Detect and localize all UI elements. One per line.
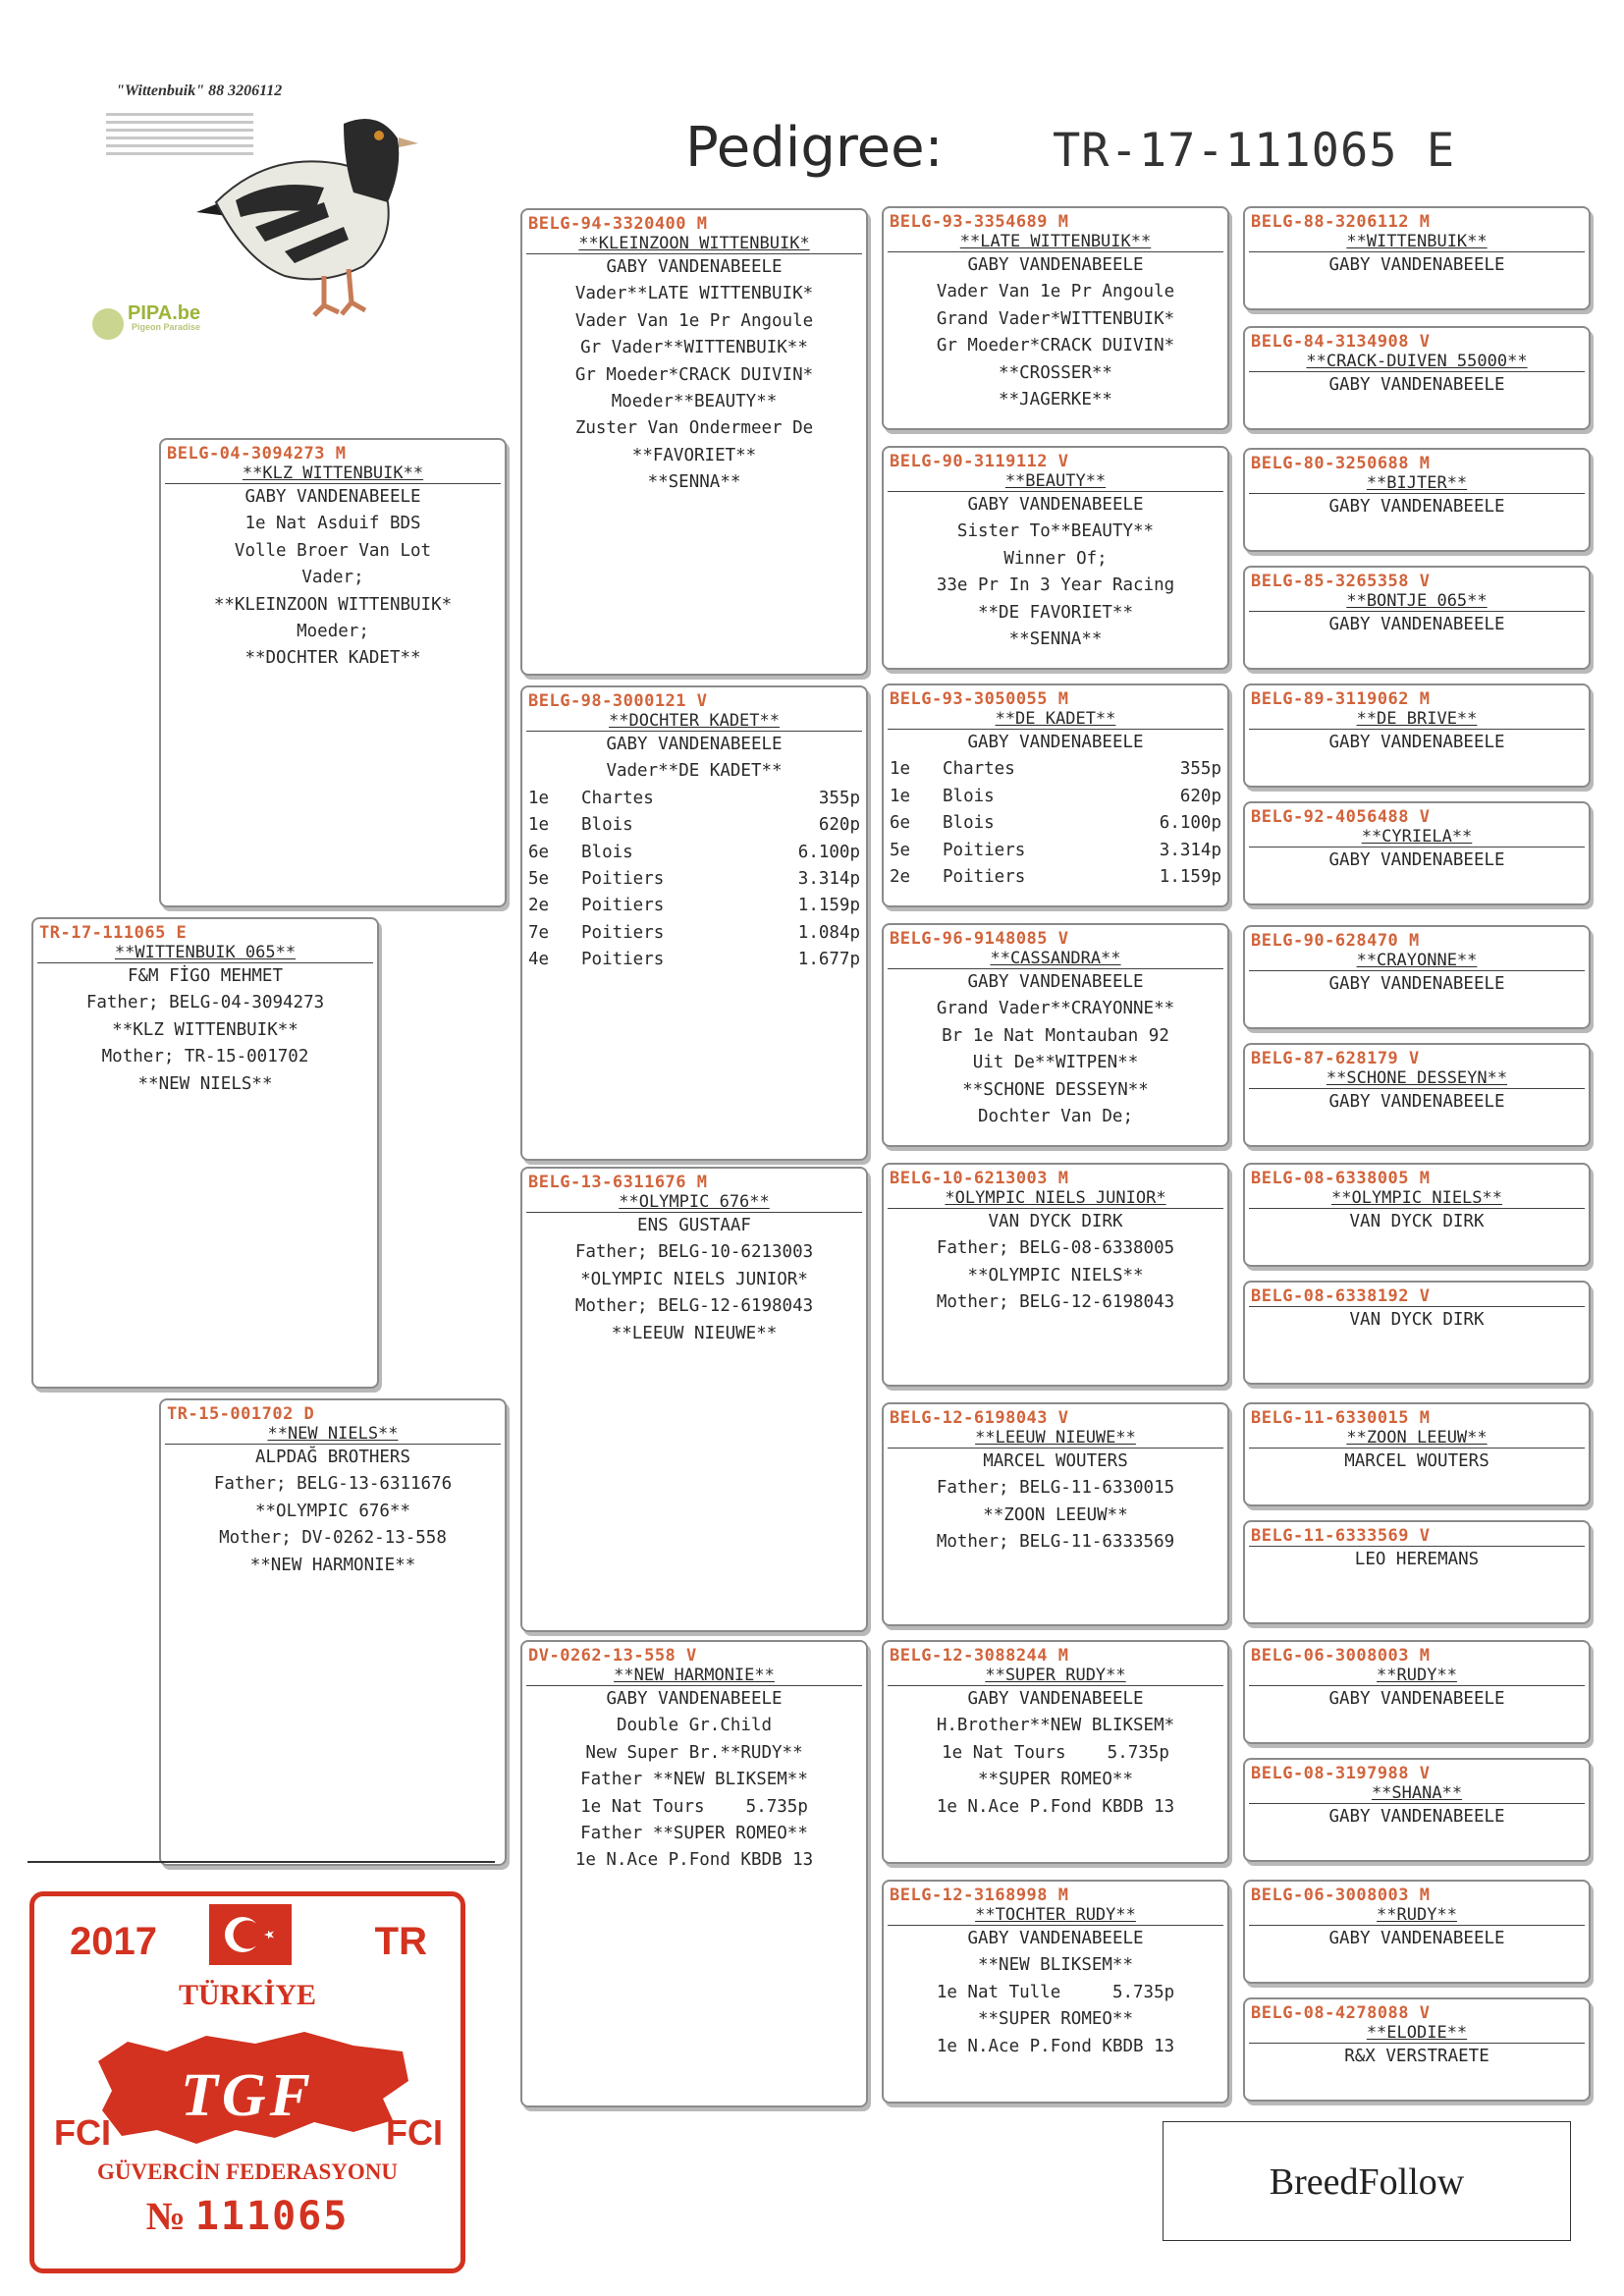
race-place: 1e	[890, 786, 911, 806]
pedigree-line: GABY VANDENABEELE	[1328, 497, 1505, 517]
pedigree-box-g2	[882, 446, 1229, 670]
race-prize: 3.314p	[1159, 840, 1221, 860]
race-result-row	[890, 864, 1221, 891]
race-place: 5e	[528, 869, 550, 890]
race-prize: 6.100p	[1159, 813, 1221, 834]
race-name: Chartes	[581, 788, 654, 808]
turkish-flag-icon	[209, 1904, 292, 1965]
race-prize: 3.314p	[797, 869, 860, 890]
pedigree-box-h12	[1243, 1520, 1591, 1624]
pedigree-line: **ZOON LEEUW**	[983, 1504, 1128, 1525]
stamp-fci-right: FCI	[386, 2112, 443, 2153]
pedigree-line: Mother; BELG-12-6198043	[574, 1296, 814, 1317]
pedigree-line: **CROSSER**	[999, 362, 1112, 383]
pedigree-line: VAN DYCK DIRK	[1349, 1212, 1485, 1231]
pedigree-line: ALPDAĞ BROTHERS	[254, 1448, 411, 1467]
pedigree-line: GABY VANDENABEELE	[967, 495, 1144, 515]
pedigree-line: R&X VERSTRAETE	[1344, 2047, 1489, 2066]
pedigree-line: GABY VANDENABEELE	[1328, 1689, 1505, 1709]
pedigree-box-dam	[159, 1398, 507, 1866]
ring-number: BELG-80-3250688 M	[1251, 454, 1431, 473]
pedigree-box-h3	[1243, 448, 1591, 552]
pedigree-line: Gr Vader**WITTENBUIK**	[580, 338, 808, 358]
race-name: Poitiers	[943, 840, 1026, 860]
pedigree-line: Zuster Van Ondermeer De	[574, 418, 814, 439]
pedigree-line: Father **SUPER ROMEO**	[580, 1824, 808, 1844]
pedigree-ring-number: TR-17-111065 E	[1053, 124, 1456, 178]
pigeon-name: **CYRIELA**	[1361, 827, 1473, 847]
pedigree-line: Vader**DE KADET**	[606, 761, 783, 782]
race-prize: 1.159p	[797, 896, 860, 916]
race-place: 1e	[528, 815, 550, 836]
pigeon-name: **RUDY**	[1377, 1905, 1457, 1925]
race-place: 4e	[528, 950, 550, 970]
pedigree-line: Mother; BELG-12-6198043	[936, 1292, 1175, 1313]
race-prize: 355p	[818, 788, 860, 808]
pedigree-box-g5	[882, 1163, 1229, 1387]
pigeon-name: **RUDY**	[1377, 1666, 1457, 1685]
pedigree-line: **NEW HARMONIE**	[249, 1555, 416, 1575]
pedigree-box-g6	[882, 1402, 1229, 1626]
pedigree-box-h13	[1243, 1640, 1591, 1744]
stamp-number: № 111065	[145, 2194, 350, 2239]
pedigree-box-h9	[1243, 1163, 1591, 1267]
pigeon-name: **SUPER RUDY**	[985, 1666, 1126, 1685]
pedigree-line: GABY VANDENABEELE	[244, 487, 421, 507]
pedigree-line: **NEW NIELS**	[137, 1073, 273, 1094]
pigeon-name: **BONTJE 065**	[1346, 591, 1488, 611]
pedigree-box-h1	[1243, 206, 1591, 310]
pedigree-line: **SCHONE DESSEYN**	[962, 1079, 1149, 1100]
race-prize: 6.100p	[797, 842, 860, 862]
pigeon-name: **ELODIE**	[1366, 2023, 1468, 2043]
pedigree-line: Vader**LATE WITTENBUIK*	[574, 284, 814, 304]
pigeon-name: **KLEINZOON WITTENBUIK*	[578, 234, 810, 253]
pedigree-line: Vader Van 1e Pr Angoule	[574, 310, 814, 331]
pigeon-name: **BEAUTY**	[1004, 471, 1107, 491]
pedigree-line: Volle Broer Van Lot	[234, 540, 432, 561]
ring-number: BELG-08-3197988 V	[1251, 1764, 1431, 1783]
ring-number: BELG-85-3265358 V	[1251, 572, 1431, 591]
race-place: 5e	[890, 840, 911, 860]
race-result-row	[890, 810, 1221, 837]
pedigree-line: **SENNA**	[1008, 629, 1103, 650]
ring-number: BELG-11-6333569 V	[1251, 1526, 1431, 1546]
pedigree-line: GABY VANDENABEELE	[1328, 615, 1505, 634]
pedigree-line: Winner Of;	[1003, 548, 1108, 569]
ring-number: TR-17-111065 E	[39, 923, 188, 943]
race-name: Blois	[943, 813, 995, 834]
pedigree-line: Mother; BELG-11-6333569	[936, 1532, 1175, 1553]
pedigree-line: New Super Br.**RUDY**	[585, 1742, 803, 1763]
pedigree-line: Gr Moeder*CRACK DUIVIN*	[574, 364, 814, 385]
ring-number: BELG-11-6330015 M	[1251, 1408, 1431, 1428]
race-name: Blois	[581, 815, 633, 836]
pedigree-line: Double Gr.Child	[616, 1716, 773, 1736]
pedigree-box-h14	[1243, 1758, 1591, 1862]
race-result-row	[528, 893, 860, 919]
pedigree-line: H.Brother**NEW BLIKSEM*	[936, 1716, 1175, 1736]
pedigree-line: GABY VANDENABEELE	[1328, 375, 1505, 395]
pedigree-line: GABY VANDENABEELE	[967, 1929, 1144, 1948]
pedigree-box-h6	[1243, 801, 1591, 905]
pedigree-line: MARCEL WOUTERS	[1344, 1451, 1489, 1471]
photo-caption: "Wittenbuik" 88 3206112	[116, 82, 283, 99]
pedigree-box-h10	[1243, 1281, 1591, 1385]
ring-number: BELG-88-3206112 M	[1251, 212, 1431, 232]
stamp-federation: GÜVERCİN FEDERASYONU	[96, 2159, 399, 2184]
pedigree-line: 1e Nat Asduif BDS	[244, 514, 421, 534]
pedigree-line: **DOCHTER KADET**	[244, 648, 421, 669]
ring-number: BELG-06-3008003 M	[1251, 1646, 1431, 1666]
pedigree-line: Father; BELG-10-6213003	[574, 1242, 814, 1263]
stamp-year: 2017	[70, 1920, 157, 1963]
pedigree-line: MARCEL WOUTERS	[983, 1451, 1128, 1471]
pedigree-box-subject	[31, 917, 379, 1389]
ring-number: BELG-90-3119112 V	[890, 452, 1069, 471]
pigeon-name: **KLZ WITTENBUIK**	[242, 464, 424, 483]
pedigree-line: GABY VANDENABEELE	[1328, 974, 1505, 994]
pedigree-line: GABY VANDENABEELE	[606, 735, 783, 754]
race-result-row	[528, 812, 860, 839]
race-prize: 620p	[1179, 786, 1221, 806]
pedigree-line: **LEEUW NIEUWE**	[611, 1323, 778, 1343]
pedigree-box-ds	[520, 1167, 868, 1632]
pedigree-box-g1	[882, 206, 1229, 430]
pedigree-line: GABY VANDENABEELE	[967, 1689, 1144, 1709]
ring-number: BELG-12-3168998 M	[890, 1886, 1069, 1905]
race-place: 2e	[528, 896, 550, 916]
pigeon-name: **NEW NIELS**	[267, 1424, 399, 1444]
race-result-row	[528, 920, 860, 947]
ring-number: BELG-04-3094273 M	[167, 444, 347, 464]
stamp-acronym: TGF	[181, 2062, 314, 2129]
pigeon-name: **SCHONE DESSEYN**	[1326, 1068, 1508, 1088]
pedigree-box-ss	[520, 208, 868, 676]
pedigree-line: 1e N.Ace P.Fond KBDB 13	[574, 1850, 814, 1871]
pedigree-line: 1e N.Ace P.Fond KBDB 13	[936, 2036, 1175, 2056]
ring-number: DV-0262-13-558 V	[528, 1646, 697, 1666]
ring-number: BELG-93-3050055 M	[890, 689, 1069, 709]
pedigree-line: Gr Moeder*CRACK DUIVIN*	[936, 336, 1175, 356]
pedigree-line: 33e Pr In 3 Year Racing	[936, 575, 1175, 596]
pedigree-line: GABY VANDENABEELE	[606, 257, 783, 277]
race-prize: 1.084p	[797, 922, 860, 943]
ring-number: BELG-89-3119062 M	[1251, 689, 1431, 709]
pedigree-box-g7	[882, 1640, 1229, 1864]
pipa-logo: PIPA.be Pigeon Paradise	[128, 302, 201, 332]
race-place: 7e	[528, 922, 550, 943]
pedigree-line: Mother; TR-15-001702	[101, 1047, 309, 1067]
ring-number: BELG-08-4278088 V	[1251, 2003, 1431, 2023]
pedigree-line: 1e Nat Tours 5.735p	[942, 1742, 1169, 1763]
pedigree-line: GABY VANDENABEELE	[1328, 1807, 1505, 1827]
race-name: Poitiers	[581, 869, 665, 890]
pedigree-box-sd	[520, 685, 868, 1161]
race-results	[884, 756, 1227, 891]
pedigree-line: Uit De**WITPEN**	[972, 1053, 1139, 1073]
pedigree-line: GABY VANDENABEELE	[967, 733, 1144, 752]
race-place: 1e	[890, 759, 911, 780]
pedigree-line: Mother; DV-0262-13-558	[219, 1528, 447, 1549]
pigeon-name: **OLYMPIC 676**	[619, 1192, 770, 1212]
page-title: Pedigree:	[685, 116, 944, 180]
pedigree-line: Vader Van 1e Pr Angoule	[936, 282, 1175, 302]
race-result-row	[528, 786, 860, 812]
ring-number: BELG-92-4056488 V	[1251, 807, 1431, 827]
pigeon-name: **ZOON LEEUW**	[1346, 1428, 1488, 1448]
ring-number: BELG-93-3354689 M	[890, 212, 1069, 232]
pedigree-box-g3	[882, 683, 1229, 907]
stamp-country-code: TR	[374, 1920, 427, 1963]
pedigree-box-dd	[520, 1640, 868, 2107]
pedigree-line: *OLYMPIC NIELS JUNIOR*	[580, 1269, 808, 1289]
pedigree-line: **KLZ WITTENBUIK**	[112, 1019, 298, 1040]
pedigree-line: **SENNA**	[647, 472, 741, 493]
race-prize: 1.159p	[1159, 867, 1221, 888]
pedigree-box-h2	[1243, 326, 1591, 430]
pedigree-box-h5	[1243, 683, 1591, 788]
pigeon-name: **BIJTER**	[1366, 473, 1468, 493]
pedigree-line: **JAGERKE**	[999, 390, 1112, 410]
pigeon-name: **WITTENBUIK**	[1346, 232, 1488, 251]
pigeon-name: **DOCHTER KADET**	[609, 711, 780, 731]
pedigree-line: ENS GUSTAAF	[637, 1216, 751, 1235]
pedigree-box-h4	[1243, 566, 1591, 670]
ring-number: BELG-96-9148085 V	[890, 929, 1069, 949]
race-results	[522, 786, 866, 974]
pedigree-line: Moeder**BEAUTY**	[611, 392, 778, 412]
pedigree-line: VAN DYCK DIRK	[988, 1212, 1123, 1231]
pedigree-line: Sister To**BEAUTY**	[956, 521, 1155, 542]
pedigree-line: **DE FAVORIET**	[977, 602, 1134, 623]
ring-number: BELG-06-3008003 M	[1251, 1886, 1431, 1905]
race-name: Blois	[581, 842, 633, 862]
pedigree-line: Father; BELG-08-6338005	[936, 1238, 1175, 1259]
pedigree-line: Dochter Van De;	[977, 1107, 1134, 1127]
ring-number: BELG-94-3320400 M	[528, 214, 708, 234]
ring-number: BELG-87-628179 V	[1251, 1049, 1420, 1068]
pedigree-line: Father; BELG-11-6330015	[936, 1478, 1175, 1499]
race-name: Blois	[943, 786, 995, 806]
pedigree-line: Father; BELG-04-3094273	[85, 993, 325, 1013]
race-place: 1e	[528, 788, 550, 808]
race-name: Poitiers	[581, 896, 665, 916]
federation-stamp	[29, 1891, 465, 2273]
pedigree-line: Father **NEW BLIKSEM**	[580, 1770, 808, 1790]
pedigree-line: GABY VANDENABEELE	[1328, 255, 1505, 275]
pedigree-line: GABY VANDENABEELE	[967, 255, 1144, 275]
race-place: 6e	[528, 842, 550, 862]
pedigree-line: **SUPER ROMEO**	[977, 1770, 1134, 1790]
pedigree-line: VAN DYCK DIRK	[1349, 1310, 1485, 1330]
race-prize: 620p	[818, 815, 860, 836]
race-result-row	[890, 838, 1221, 864]
pedigree-line: **NEW BLIKSEM**	[977, 1955, 1134, 1976]
pedigree-box-g4	[882, 923, 1229, 1147]
pedigree-line: Grand Vader**CRAYONNE**	[936, 999, 1175, 1019]
pedigree-line: Vader;	[301, 568, 364, 588]
pigeon-name: **DE BRIVE**	[1356, 709, 1478, 729]
pedigree-line: GABY VANDENABEELE	[1328, 1092, 1505, 1112]
pedigree-line: 1e Nat Tours 5.735p	[580, 1796, 808, 1817]
race-name: Poitiers	[581, 950, 665, 970]
breedfollow-brand: BreedFollow	[1163, 2121, 1571, 2241]
ring-number: BELG-98-3000121 V	[528, 691, 708, 711]
pedigree-line: F&M FİGO MEHMET	[127, 966, 284, 986]
pedigree-line: Father; BELG-13-6311676	[213, 1474, 453, 1495]
pedigree-box-h11	[1243, 1402, 1591, 1506]
pedigree-box-h15	[1243, 1880, 1591, 1984]
pedigree-line: **OLYMPIC NIELS**	[967, 1265, 1144, 1285]
race-prize: 355p	[1179, 759, 1221, 780]
race-result-row	[528, 866, 860, 893]
ring-number: BELG-84-3134908 V	[1251, 332, 1431, 352]
pigeon-name: *OLYMPIC NIELS JUNIOR*	[945, 1188, 1166, 1208]
pedigree-box-h7	[1243, 925, 1591, 1029]
pigeon-name: **CASSANDRA**	[990, 949, 1121, 968]
pedigree-line: Br 1e Nat Montauban 92	[942, 1025, 1169, 1046]
pedigree-box-g8	[882, 1880, 1229, 2104]
ring-number: BELG-08-6338005 M	[1251, 1169, 1431, 1188]
pedigree-box-sire	[159, 438, 507, 907]
pigeon-name: **TOCHTER RUDY**	[975, 1905, 1136, 1925]
pedigree-line: **KLEINZOON WITTENBUIK*	[213, 594, 453, 615]
race-place: 6e	[890, 813, 911, 834]
pedigree-line: Grand Vader*WITTENBUIK*	[936, 308, 1175, 329]
pedigree-line: **OLYMPIC 676**	[254, 1501, 411, 1521]
pedigree-line: Moeder;	[297, 622, 369, 642]
pigeon-name: **LEEUW NIEUWE**	[975, 1428, 1136, 1448]
pedigree-line: GABY VANDENABEELE	[1328, 1929, 1505, 1948]
pigeon-name: **NEW HARMONIE**	[614, 1666, 775, 1685]
ring-number: BELG-08-6338192 V	[1251, 1286, 1431, 1306]
pedigree-line: **FAVORIET**	[631, 445, 757, 465]
pedigree-line: **SUPER ROMEO**	[977, 2009, 1134, 2030]
pigeon-name: **CRAYONNE**	[1356, 951, 1478, 970]
race-result-row	[890, 784, 1221, 810]
race-result-row	[890, 756, 1221, 783]
pigeon-name: **SHANA**	[1371, 1783, 1463, 1803]
race-result-row	[528, 840, 860, 866]
race-prize: 1.677p	[797, 950, 860, 970]
race-result-row	[528, 947, 860, 973]
pedigree-line: GABY VANDENABEELE	[967, 972, 1144, 992]
race-name: Poitiers	[581, 922, 665, 943]
ring-number: BELG-90-628470 M	[1251, 931, 1420, 951]
pigeon-photo	[177, 94, 432, 350]
race-name: Chartes	[943, 759, 1015, 780]
pedigree-line: GABY VANDENABEELE	[1328, 733, 1505, 752]
pedigree-line: 1e N.Ace P.Fond KBDB 13	[936, 1796, 1175, 1817]
pedigree-line: 1e Nat Tulle 5.735p	[936, 1982, 1175, 2002]
pedigree-line: GABY VANDENABEELE	[1328, 850, 1505, 870]
pigeon-name: **OLYMPIC NIELS**	[1331, 1188, 1502, 1208]
pedigree-box-h16	[1243, 1997, 1591, 2102]
divider	[27, 1861, 495, 1863]
ring-number: BELG-12-3088244 M	[890, 1646, 1069, 1666]
pigeon-name: **WITTENBUIK 065**	[114, 943, 297, 962]
ring-number: TR-15-001702 D	[167, 1404, 315, 1424]
race-name: Poitiers	[943, 867, 1026, 888]
pedigree-box-h8	[1243, 1043, 1591, 1147]
pigeon-name: **LATE WITTENBUIK**	[959, 232, 1152, 251]
stamp-country: TÜRKİYE	[178, 1979, 317, 2011]
pigeon-name: **CRACK-DUIVEN 55000**	[1306, 352, 1528, 371]
pedigree-line: LEO HEREMANS	[1354, 1550, 1480, 1569]
race-place: 2e	[890, 867, 911, 888]
ring-number: BELG-10-6213003 M	[890, 1169, 1069, 1188]
ring-number: BELG-12-6198043 V	[890, 1408, 1069, 1428]
pigeon-name: **DE KADET**	[995, 709, 1116, 729]
ring-number: BELG-13-6311676 M	[528, 1173, 708, 1192]
pedigree-line: GABY VANDENABEELE	[606, 1689, 783, 1709]
stamp-fci-left: FCI	[54, 2112, 111, 2153]
